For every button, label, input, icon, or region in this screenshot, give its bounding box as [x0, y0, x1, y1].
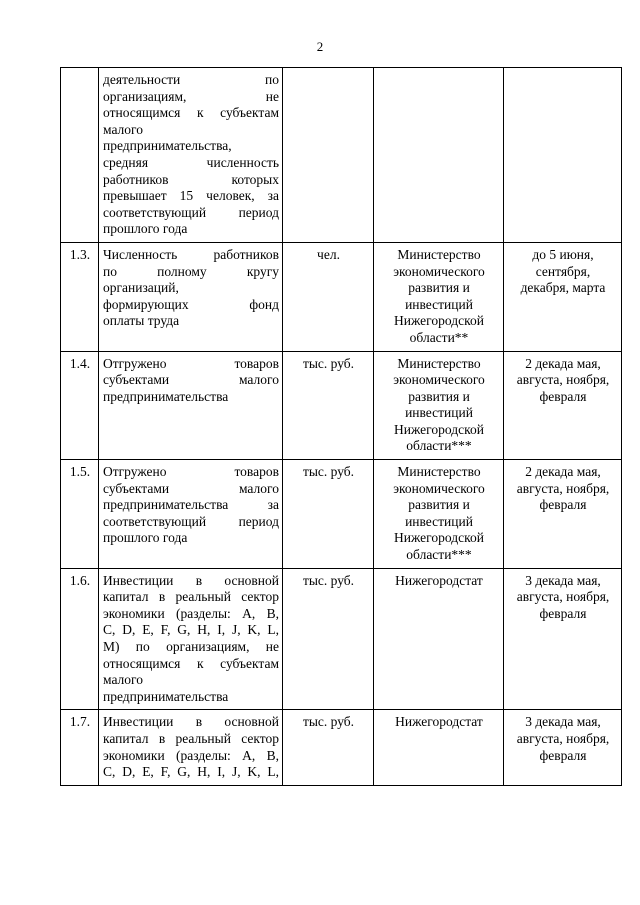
data-source-line: области*** — [406, 547, 472, 563]
data-source-line: развития и — [408, 497, 470, 513]
unit-of-measure: чел. — [283, 242, 374, 351]
indicator-name-line: соответствующий период — [103, 204, 279, 220]
data-source-line: Нижегородстат — [395, 572, 483, 588]
indicator-name-line: организациям, не — [103, 88, 279, 104]
indicator-name-line: предпринимательства, — [103, 138, 232, 154]
submission-deadline — [504, 710, 622, 785]
indicator-name-line: прошлого года — [103, 530, 188, 546]
submission-deadline-line: февраля — [539, 388, 587, 404]
data-source-line: Министерство — [397, 355, 481, 371]
indicator-name-line: экономики (разделы: A, B, — [103, 747, 279, 763]
indicator-name-line: малого — [103, 672, 143, 688]
submission-deadline-line: 2 декада мая, — [525, 464, 601, 480]
table-row — [61, 710, 622, 785]
indicator-name-line: M) по организациям, не — [103, 639, 279, 654]
indicator-name — [99, 568, 283, 710]
submission-deadline — [504, 351, 622, 460]
data-source-line: Нижегородстат — [395, 714, 483, 730]
submission-deadline-line: февраля — [539, 747, 587, 763]
indicator-name — [99, 710, 283, 785]
indicator-name-line: малого — [103, 121, 143, 137]
data-source-line: Министерство — [397, 246, 481, 262]
submission-deadline-line: 3 декада мая, — [525, 714, 601, 730]
indicator-name-line: прошлого года — [103, 221, 188, 237]
indicator-name-line: C, D, E, F, G, H, I, J, K, L, — [103, 622, 279, 638]
data-source — [374, 68, 504, 243]
data-source-line: развития и — [408, 388, 470, 404]
unit-of-measure — [283, 68, 374, 243]
indicator-name-line: работников которых — [103, 171, 279, 187]
submission-deadline-line: августа, ноября, — [516, 730, 610, 746]
row-number: 1.7. — [61, 710, 99, 785]
unit-of-measure: тыс. руб. — [283, 460, 374, 569]
indicator-name-line: C, D, E, F, G, H, I, J, K, L, — [103, 764, 279, 780]
submission-deadline-line: августа, ноября, — [516, 589, 610, 605]
data-source-line: Нижегородской — [394, 530, 484, 546]
data-source-line: экономического — [393, 480, 485, 496]
unit-of-measure: тыс. руб. — [283, 351, 374, 460]
indicator-name — [99, 68, 283, 243]
indicator-name-line: превышает 15 человек, за — [103, 188, 279, 204]
indicator-name-line: Инвестиции в основной — [103, 714, 279, 730]
row-number: 1.6. — [61, 568, 99, 710]
submission-deadline — [504, 242, 622, 351]
indicator-name-line: организаций, — [103, 280, 179, 296]
submission-deadline — [504, 68, 622, 243]
data-source — [374, 710, 504, 785]
table-body — [61, 68, 622, 786]
unit-of-measure: тыс. руб. — [283, 568, 374, 710]
indicator-name-line: капитал в реальный сектор — [103, 730, 279, 746]
indicator-name-line: предпринимательства — [103, 688, 229, 704]
data-source-line: Нижегородской — [394, 421, 484, 437]
indicator-name-line: субъектами малого — [103, 372, 279, 388]
data-source — [374, 568, 504, 710]
data-source — [374, 242, 504, 351]
unit-of-measure: тыс. руб. — [283, 710, 374, 785]
table-row — [61, 460, 622, 569]
indicator-name-line: относящимся к субъектам — [103, 105, 279, 121]
table-row — [61, 568, 622, 710]
indicator-name — [99, 242, 283, 351]
indicator-name-line: по полному кругу — [103, 263, 279, 279]
submission-deadline-line: до 5 июня, — [532, 246, 594, 262]
indicator-name-line: предпринимательства за — [103, 497, 279, 513]
indicator-name-line: формирующих фонд — [103, 296, 279, 312]
indicator-name-line: Отгружено товаров — [103, 464, 279, 480]
submission-deadline-line: 3 декада мая, — [525, 572, 601, 588]
indicator-name — [99, 351, 283, 460]
submission-deadline-line: 2 декада мая, — [525, 355, 601, 371]
submission-deadline — [504, 460, 622, 569]
indicator-name-line: Отгружено товаров — [103, 355, 279, 371]
indicator-name-line: деятельности по — [103, 72, 279, 87]
submission-deadline-line: августа, ноября, — [516, 372, 610, 388]
row-number — [61, 68, 99, 243]
data-source-line: Нижегородской — [394, 313, 484, 329]
table-row — [61, 68, 622, 243]
submission-deadline-line: августа, ноября, — [516, 480, 610, 496]
data-source-line: экономического — [393, 263, 485, 279]
submission-deadline-line: декабря, марта — [520, 280, 606, 296]
data-source-line: Министерство — [397, 464, 481, 480]
data-source-line: области** — [409, 329, 469, 345]
data-source-line: инвестиций — [405, 513, 473, 529]
data-source-line: инвестиций — [405, 296, 473, 312]
table-row — [61, 351, 622, 460]
submission-deadline — [504, 568, 622, 710]
row-number: 1.4. — [61, 351, 99, 460]
indicator-name — [99, 460, 283, 569]
submission-deadline-line: февраля — [539, 605, 587, 621]
data-source-line: экономического — [393, 372, 485, 388]
row-number: 1.5. — [61, 460, 99, 569]
indicator-name-line: капитал в реальный сектор — [103, 589, 279, 605]
submission-deadline-line: сентября, — [535, 263, 591, 279]
indicator-name-line: средняя численность — [103, 154, 279, 170]
indicator-name-line: субъектами малого — [103, 480, 279, 496]
indicator-name-line: Инвестиции в основной — [103, 572, 279, 588]
data-source-line: области*** — [406, 438, 472, 454]
indicators-table — [60, 67, 622, 786]
submission-deadline-line: февраля — [539, 497, 587, 513]
indicator-name-line: оплаты труда — [103, 313, 180, 329]
data-source — [374, 460, 504, 569]
row-number: 1.3. — [61, 242, 99, 351]
data-source — [374, 351, 504, 460]
page-number: 2 — [316, 39, 324, 54]
data-source-line: инвестиций — [405, 405, 473, 421]
indicator-name-line: Численность работников — [103, 246, 279, 262]
indicator-name-line: соответствующий период — [103, 513, 279, 529]
data-source-line: развития и — [408, 280, 470, 296]
indicator-name-line: экономики (разделы: A, B, — [103, 605, 279, 621]
indicator-name-line: предпринимательства — [103, 388, 229, 404]
table-row — [61, 242, 622, 351]
indicator-name-line: относящимся к субъектам — [103, 655, 279, 671]
